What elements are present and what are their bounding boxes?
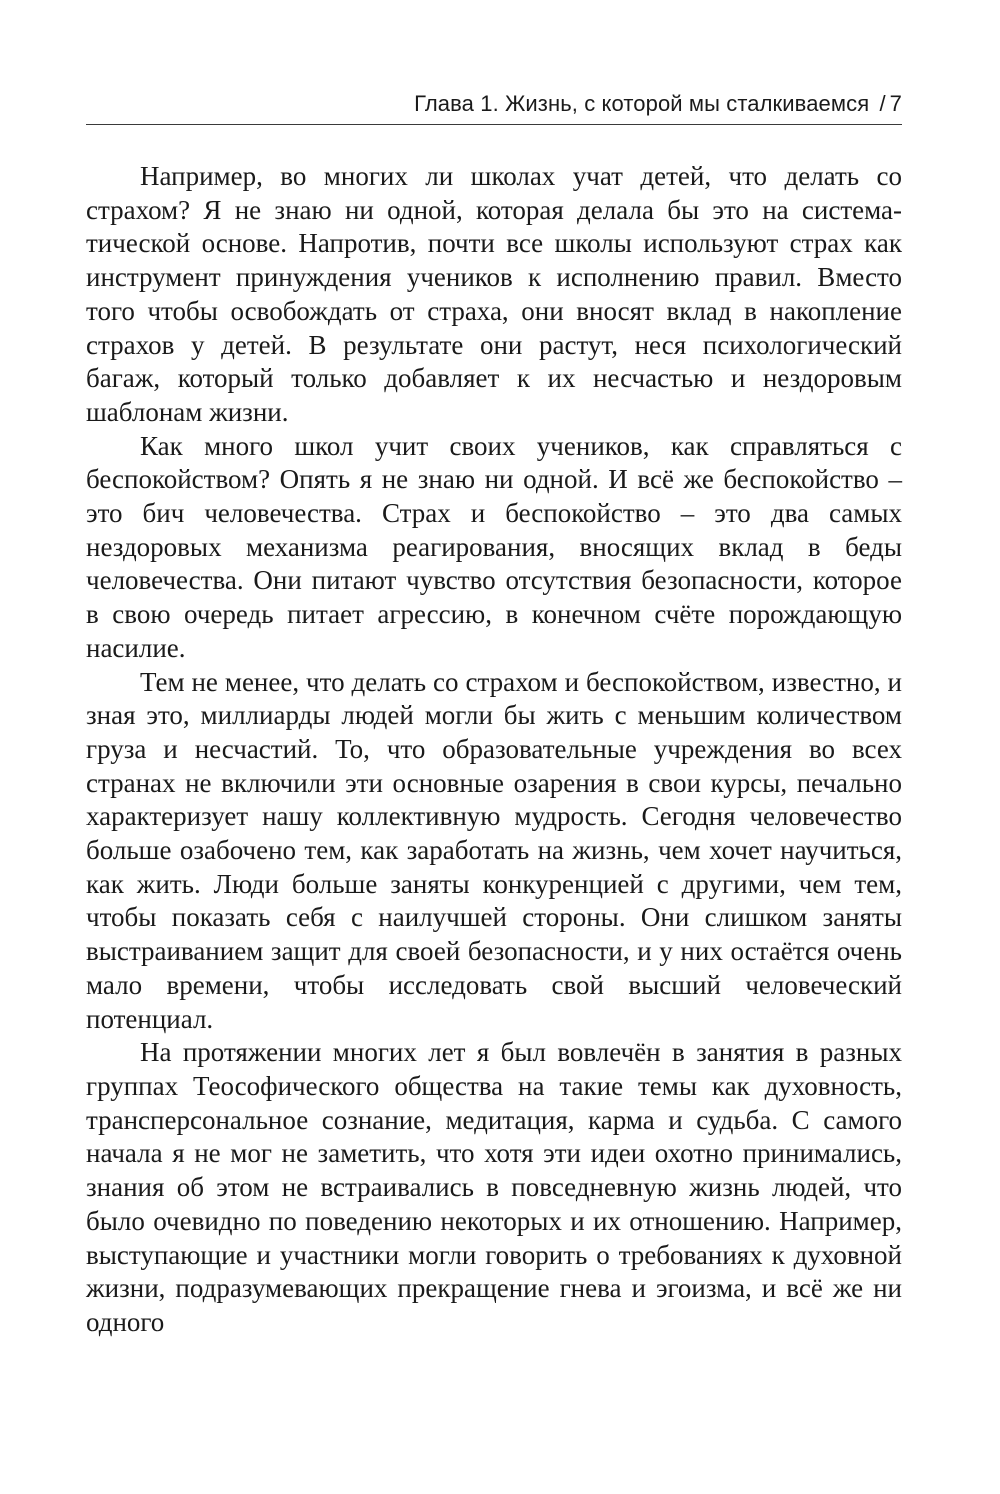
paragraph-3: Тем не менее, что делать со страхом и беспокойством, известно, и зная это, миллиарды людей могли бы жить с меньшим количеством груза и несчастий. То, что образовательные учреждения во всех странах не включили эти основные озарения в свои курсы, печально характеризует нашу коллективную мудрость. Сегодня человечество больше озабочено тем, как заработать на жизнь, чем хочет научиться, как жить. Люди больше заняты конкуренцией с другими, чем тем, чтобы показать себя с наилучшей стороны. Они слишком заняты выстраиванием защит для своей безопасности, и у них остаётся очень мало времени, чтобы исследовать свой высший человеческий потенциал.	[86, 666, 902, 1034]
paragraph-2: Как много школ учит своих учеников, как справляться с беспокойством? Опять я не знаю ни одной. И всё же беспокойство – это бич человечества. Страх и беспокойство – это два самых нездоровых механизма реагирования, вносящих вклад в беды человечества. Они питают чувство отсутствия безопасности, которое в свою очередь питает агрессию, в конечном счёте порождающую насилие.	[86, 430, 902, 663]
body-text	[86, 160, 902, 1340]
paragraph-4: На протяжении многих лет я был вовлечён в занятия в разных группах Теософического общества на такие темы как духовность, трансперсональное сознание, медитация, карма и судьба. С самого начала я не мог не заметить, что хотя эти идеи охотно принимались, знания об этом не встраивались в повседневную жизнь людей, что было очевидно по поведению некоторых и их отношению. Например, выступающие и участники могли говорить о требованиях к духовной жизни, подразумевающих прекращение гнева и эгоизма, и всё же ни одного	[86, 1037, 902, 1337]
paragraph-1: Например, во многих ли школах учат детей, что делать со страхом? Я не знаю ни одной, которая делала бы это на систематической основе. Напротив, почти все школы используют страх как инструмент принуждения учеников к исполнению правил. Вместо того чтобы освобождать от страха, они вносят вклад в накопление страхов у детей. В результате они растут, неся психологический багаж, который только добавляет к их несчастью и нездоровым шаблонам жизни.	[86, 161, 902, 427]
header-separator: /	[879, 91, 886, 116]
page-number: 7	[889, 91, 902, 116]
chapter-title: Глава 1. Жизнь, с которой мы сталкиваемся	[414, 91, 870, 116]
running-header	[86, 88, 902, 125]
